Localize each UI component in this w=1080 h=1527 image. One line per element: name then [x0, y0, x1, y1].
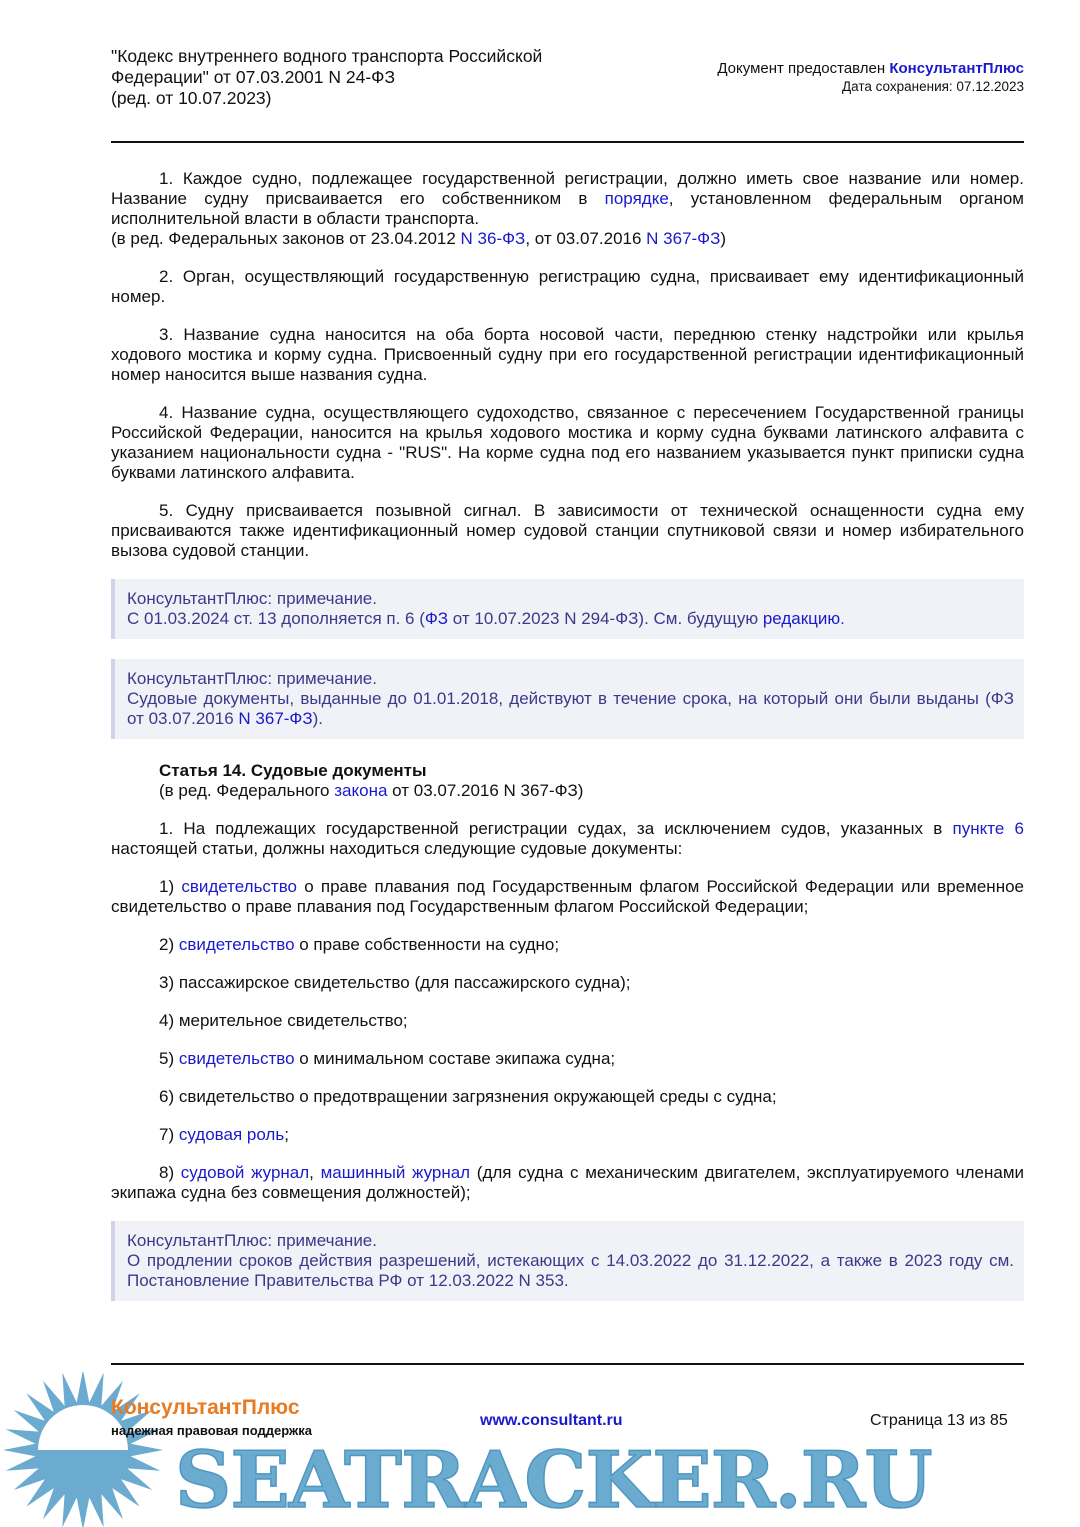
text-segment: 6) свидетельство о предотвращении загрязнения окружающей среды с судна;	[159, 1087, 777, 1106]
text-segment: 2. Орган, осуществляющий государственную регистрацию судна, присваивает ему идентификационный номер.	[111, 267, 1024, 306]
article-title: Статья 14. Судовые документы	[159, 761, 427, 780]
article-edition	[159, 781, 1024, 801]
note-text	[127, 1251, 1014, 1291]
note-text	[127, 689, 1014, 729]
footer-url-link[interactable]: www.consultant.ru	[480, 1412, 623, 1429]
text-segment: , от 03.07.2016	[525, 229, 647, 248]
footer-tagline: надежная правовая поддержка	[111, 1423, 312, 1438]
document-body	[111, 169, 1024, 1321]
text-segment: С 01.03.2024 ст. 13 дополняется п. 6 (	[127, 609, 425, 628]
paragraph	[111, 819, 1024, 859]
document-link[interactable]: свидетельство	[178, 935, 295, 954]
text-segment: 4. Название судна, осуществляющего судоходство, связанное с пересечением Государственной границы Российской Федерации, наносится на крылья ходового мостика и корму судна буквами латинского алфавита с указанием национальности судна - "RUS". На корме судна под его названием указывается пункт приписки судна буквами латинского алфавита.	[111, 403, 1024, 482]
document-link[interactable]: N 36-ФЗ	[460, 229, 526, 248]
paragraph	[111, 1087, 1024, 1107]
paragraph	[111, 229, 1024, 249]
note-label: КонсультантПлюс: примечание.	[127, 589, 377, 608]
paragraph	[111, 1049, 1024, 1069]
text-segment: 8)	[159, 1163, 181, 1182]
paragraph	[111, 403, 1024, 483]
text-segment: ).	[312, 709, 324, 728]
document-link[interactable]: судовая роль	[178, 1125, 285, 1144]
text-segment: 5. Судну присваивается позывной сигнал. В зависимости от технической оснащенности судна ему присваиваются также идентификационный номер судовой станции спутниковой связи и номер избирательного вызова судовой станции.	[111, 501, 1024, 560]
note-label: КонсультантПлюс: примечание.	[127, 669, 377, 688]
page-number: Страница 13 из 85	[870, 1412, 1008, 1429]
document-link[interactable]: судовой журнал	[180, 1163, 310, 1182]
document-title: "Кодекс внутреннего водного транспорта Российской Федерации" от 07.03.2001 N 24-ФЗ	[111, 46, 543, 87]
text-segment: (в ред. Федеральных законов от 23.04.2012	[111, 229, 461, 248]
text-segment: О продлении сроков действия разрешений, истекающих с 14.03.2022 до 31.12.2022, а также в 2023 году см. Постановление Правительства РФ от 12.03.2022 N 353.	[127, 1251, 1014, 1290]
paragraph	[111, 973, 1024, 993]
text-segment: )	[720, 229, 727, 248]
article-14-paragraphs	[111, 819, 1024, 1203]
article-13-paragraphs	[111, 169, 1024, 561]
consultant-note	[111, 659, 1024, 739]
paragraph	[111, 1125, 1024, 1145]
paragraph	[111, 935, 1024, 955]
text-segment: настоящей статьи, должны находиться следующие судовые документы:	[111, 839, 683, 858]
text-segment: от 10.07.2023 N 294-ФЗ). См. будущую	[448, 609, 763, 628]
text-segment: от 03.07.2016 N 367-ФЗ)	[387, 781, 584, 800]
document-link[interactable]: редакцию	[762, 609, 841, 628]
document-link[interactable]: закона	[334, 781, 388, 800]
text-segment: 3. Название судна наносится на оба борта носовой части, переднюю стенку надстройки или крылья ходового мостика и корму судна. Присвоенный судну при его государственной регистрации идентификационный номер наносится выше названия судна.	[111, 325, 1024, 384]
text-segment: 5)	[159, 1049, 179, 1068]
text-segment: 1)	[159, 877, 182, 896]
document-link[interactable]: ФЗ	[424, 609, 449, 628]
document-title-block	[111, 46, 611, 109]
footer-divider	[111, 1363, 1024, 1365]
document-link[interactable]: машинный журнал	[320, 1163, 471, 1182]
header-divider	[111, 141, 1024, 143]
notes-group-b	[111, 1221, 1024, 1301]
document-link[interactable]: N 367-ФЗ	[238, 709, 313, 728]
text-segment: 1. На подлежащих государственной регистрации судах, за исключением судов, указанных в	[159, 819, 953, 838]
paragraph	[111, 877, 1024, 917]
save-date: Дата сохранения: 07.12.2023	[841, 79, 1024, 94]
text-segment: .	[840, 609, 845, 628]
document-link[interactable]: N 367-ФЗ	[646, 229, 721, 248]
text-segment: о минимальном составе экипажа судна;	[294, 1049, 616, 1068]
document-link[interactable]: свидетельство	[181, 877, 298, 896]
text-segment: 2)	[159, 935, 179, 954]
footer-brand-logo: КонсультантПлюс	[111, 1396, 300, 1419]
provider-block	[717, 60, 1024, 96]
paragraph	[111, 501, 1024, 561]
text-segment: о праве плавания под Государственным флагом Российской Федерации или временное свидетельство о праве плавания под Государственным флагом Российской Федерации;	[111, 877, 1024, 916]
text-segment: , установленном федеральным органом исполнительной власти в области транспорта.	[111, 189, 1024, 228]
article-14-heading	[159, 761, 1024, 801]
watermark-text: SEATRACKER.RU	[175, 1435, 932, 1526]
text-segment: о праве собственности на судно;	[294, 935, 560, 954]
text-segment: 4) мерительное свидетельство;	[159, 1011, 408, 1030]
paragraph	[111, 267, 1024, 307]
note-label: КонсультантПлюс: примечание.	[127, 1231, 377, 1250]
text-segment: ;	[284, 1125, 289, 1144]
paragraph	[111, 169, 1024, 229]
paragraph	[111, 1011, 1024, 1031]
text-segment: (в ред. Федерального	[159, 781, 335, 800]
text-segment: Судовые документы, выданные до 01.01.2018, действуют в течение срока, на который они были выданы (ФЗ от 03.07.2016	[127, 689, 1014, 728]
note-text	[127, 609, 1014, 629]
text-segment: 1. Каждое судно, подлежащее государственной регистрации, должно иметь свое название или номер. Название судну присваивается его собственником в	[111, 169, 1024, 208]
consultant-note	[111, 1221, 1024, 1301]
text-segment: ,	[309, 1163, 321, 1182]
text-segment: 7)	[159, 1125, 179, 1144]
paragraph	[111, 1163, 1024, 1203]
document-link[interactable]: свидетельство	[178, 1049, 295, 1068]
consultant-note	[111, 579, 1024, 639]
document-link[interactable]: порядке	[604, 189, 669, 208]
provided-by-label: Документ предоставлен	[717, 60, 890, 77]
text-segment: (для судна с механическим двигателем, эксплуатируемого членами экипажа судна без совмещения должностей);	[111, 1163, 1024, 1202]
notes-group-a	[111, 579, 1024, 739]
paragraph	[111, 325, 1024, 385]
document-edition: (ред. от 10.07.2023)	[111, 88, 272, 108]
provider-brand: КонсультантПлюс	[889, 60, 1024, 77]
document-link[interactable]: пункте 6	[952, 819, 1024, 838]
text-segment: 3) пассажирское свидетельство (для пассажирского судна);	[159, 973, 631, 992]
